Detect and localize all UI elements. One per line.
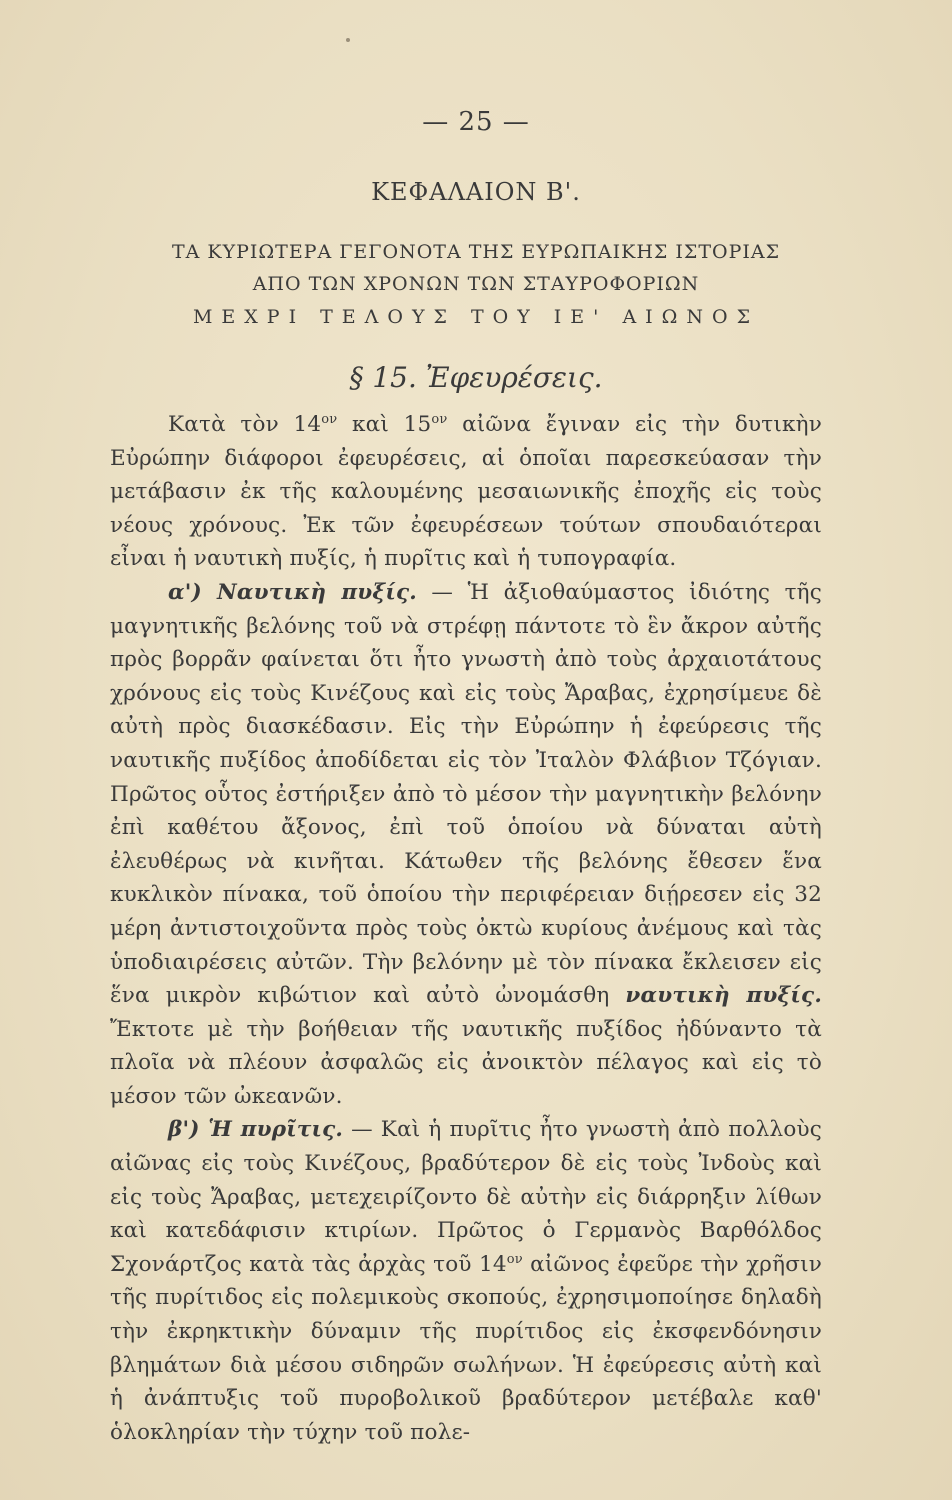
ordinal-suffix: ον (506, 1251, 523, 1267)
ordinal-suffix: ον (321, 412, 338, 427)
compass-text-2: Ἔκτοτε μὲ τὴν βοήθειαν τῆς ναυτικῆς πυξίδος ἠδύναντο τὰ πλοῖα νὰ πλέουν ἀσφαλῶς εἰς ἀνοικτὸν πέλαγος καὶ εἰς τὸ μέσον τῶν ὠκεανῶν. (110, 1016, 822, 1109)
intro-text-start: Κατὰ τὸν 14 (168, 412, 322, 437)
intro-text-end: αἰῶνα ἔγιναν εἰς τὴν δυτικὴν Εὐρώπην διάφοροι ἐφευρέσεις, αἱ ὁποῖαι παρεσκεύασαν τὴν μετάβασιν ἐκ τῆς καλουμένης μεσαιωνικῆς ἐποχῆς εἰς τοὺς νέους χρόνους. Ἐκ τῶν ἐφευρέσεων τούτων σπουδαιότεραι εἶναι ἡ ναυτικὴ πυξίς, ἡ πυρῖτις καὶ ἡ τυπογραφία. (110, 412, 822, 572)
paper-speck (346, 38, 350, 42)
gunpowder-text-2: αἰῶνος ἐφεῦρε τὴν χρῆσιν τῆς πυρίτιδος εἰς πολεμικοὺς σκοπούς, ἐχρησιμοποίησε δηλαδὴ τὴν ἐκρηκτικὴν δύναμιν τῆς πυρίτιδος εἰς ἐκσφενδόνησιν βλημάτων διὰ μέσου σιδηρῶν σωλήνων. Ἡ ἐφεύρεσις αὐτὴ καὶ ἡ ἀνάπτυξις τοῦ πυροβολικοῦ βραδύτερον μετέβαλε καθ' ὁλοκληρίαν τὴν τύχην τοῦ πολε- (110, 1251, 823, 1445)
compass-term: ναυτικὴ πυξίς. (625, 983, 822, 1009)
compass-paragraph (110, 576, 822, 1114)
chapter-subtitle-line-1: ΤΑ ΚΥΡΙΩΤΕΡΑ ΓΕΓΟΝΟΤΑ ΤΗΣ ΕΥΡΩΠΑΙΚΗΣ ΙΣΤΟΡΙΑΣ (171, 241, 781, 263)
section-title: § 15. Ἐφευρέσεις. (349, 361, 603, 394)
chapter-subtitle-line-3: ΜΕΧΡΙ ΤΕΛΟΥΣ ΤΟΥ ΙΕ' ΑΙΩΝΟΣ (192, 306, 760, 328)
ordinal-suffix: ον (431, 412, 448, 427)
gunpowder-text-1: — Καὶ ἡ πυρῖτις ἦτο γνωστὴ ἀπὸ πολλοὺς αἰῶνας εἰς τοὺς Κινέζους, βραδύτερον δὲ εἰς τοὺς Ἰνδοὺς καὶ εἰς τοὺς Ἄραβας, μετεχειρίζοντο δὲ αὐτὴν εἰς διάρρηξιν λίθων καὶ κατεδάφισιν κτιρίων. Πρῶτος ὁ Γερμανὸς Βαρθόλδος Σχονάρτζος κατὰ τὰς ἀρχὰς τοῦ 14 (110, 1117, 822, 1277)
intro-text-between: καὶ 15 (337, 412, 432, 437)
page-number: — 25 — (422, 107, 530, 137)
chapter-subtitle-line-2: ΑΠΟ ΤΩΝ ΧΡΟΝΩΝ ΤΩΝ ΣΤΑΥΡΟΦΟΡΙΩΝ (252, 273, 700, 295)
chapter-title: ΚΕΦΑΛΑΙΟΝ Β'. (371, 178, 581, 206)
gunpowder-heading: β') Ἡ πυρῖτις. (168, 1117, 344, 1143)
body-text (110, 408, 822, 1449)
compass-heading: α') Ναυτικὴ πυξίς. (168, 579, 417, 605)
compass-text-1: — Ἡ ἀξιοθαύμαστος ἰδιότης τῆς μαγνητικῆς βελόνης τοῦ νὰ στρέφῃ πάντοτε τὸ ἓν ἄκρον αὐτῆς πρὸς βορρᾶν φαίνεται ὅτι ἦτο γνωστὴ ἀπὸ τοὺς ἀρχαιοτάτους χρόνους εἰς τοὺς Κινέζους καὶ εἰς τοὺς Ἄραβας, ἐχρησίμευε δὲ αὐτὴ πρὸς διασκέδασιν. Εἰς τὴν Εὐρώπην ἡ ἐφεύρεσις τῆς ναυτικῆς πυξίδος ἀποδίδεται εἰς τὸν Ἰταλὸν Φλάβιον Τζόγιαν. Πρῶτος οὗτος ἐστήριξεν ἀπὸ τὸ μέσον τὴν μαγνητικὴν βελόνην ἐπὶ καθέτου ἄξονος, ἐπὶ τοῦ ὁποίου νὰ δύναται αὐτὴ ἐλευθέρως νὰ κινῆται. Κάτωθεν τῆς βελόνης ἔθεσεν ἕνα κυκλικὸν πίνακα, τοῦ ὁποίου τὴν περιφέρειαν διῄρεσεν εἰς 32 μέρη ἀντιστοιχοῦντα πρὸς τοὺς ὀκτὼ κυρίους ἀνέμους καὶ τὰς ὑποδιαιρέσεις αὐτῶν. Τὴν βελόνην μὲ τὸν πίνακα ἔκλεισεν εἰς ἕνα μικρὸν κιβώτιον καὶ αὐτὸ ὠνομάσθη (110, 579, 822, 1009)
gunpowder-paragraph (110, 1113, 822, 1449)
intro-paragraph (110, 408, 822, 576)
